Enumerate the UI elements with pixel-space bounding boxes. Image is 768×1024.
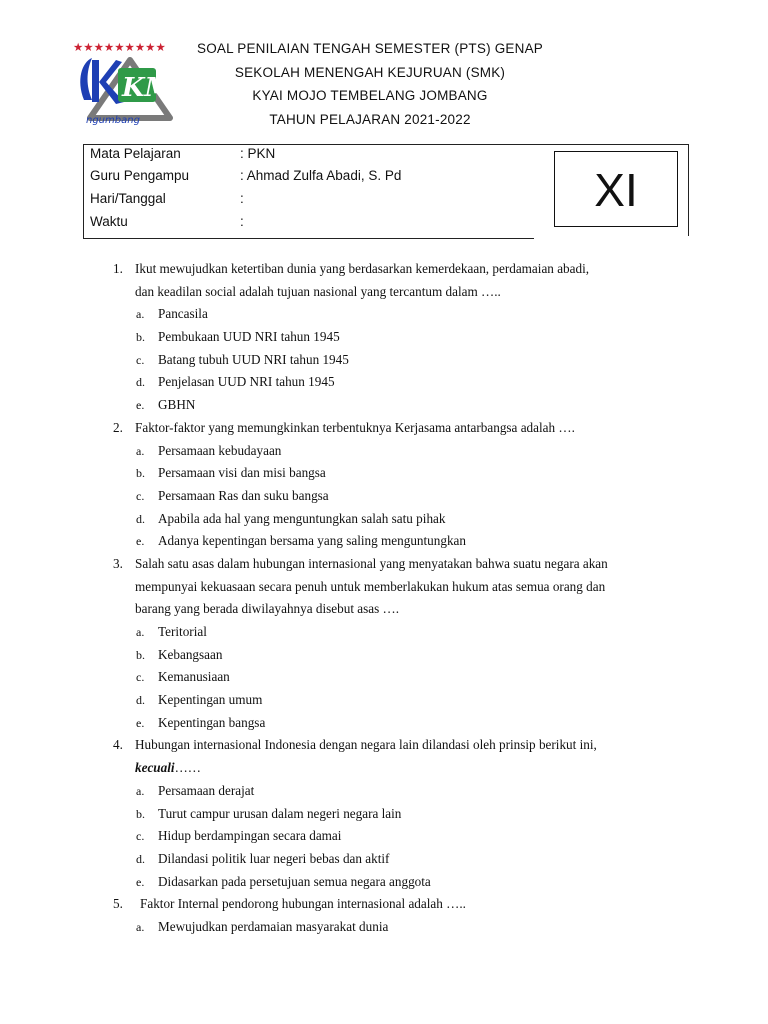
option	[0, 871, 768, 894]
option-text: Kebangsaan	[158, 646, 223, 662]
option	[0, 666, 768, 689]
question-number: 5.	[113, 896, 123, 912]
option	[0, 349, 768, 372]
question-text	[135, 757, 201, 780]
option	[0, 326, 768, 349]
info-label: Hari/Tanggal	[90, 191, 166, 206]
option-text: Kemanusiaan	[158, 669, 230, 685]
document-header	[170, 37, 570, 131]
option-text: Pancasila	[158, 306, 208, 322]
option	[0, 712, 768, 735]
option-text: Batang tubuh UUD NRI tahun 1945	[158, 351, 349, 367]
option-text: Dilandasi politik luar negeri bebas dan aktif	[158, 850, 390, 866]
option-label: b.	[136, 647, 145, 662]
option	[0, 394, 768, 417]
option	[0, 440, 768, 463]
question-1	[0, 258, 768, 281]
option-label: e.	[136, 398, 145, 413]
option-label: d.	[136, 375, 145, 390]
logo-letters: KM	[122, 73, 174, 103]
option	[0, 803, 768, 826]
option	[0, 644, 768, 667]
option-label: a.	[136, 307, 145, 322]
option-label: a.	[136, 783, 145, 798]
question-list	[0, 258, 768, 939]
option-label: c.	[136, 829, 145, 844]
info-label: Mata Pelajaran	[90, 146, 181, 161]
info-value: : Ahmad Zulfa Abadi, S. Pd	[240, 168, 402, 183]
option-text: Hidup berdampingan secara damai	[158, 828, 342, 844]
option	[0, 621, 768, 644]
header-school-name: KYAI MOJO TEMBELANG JOMBANG	[252, 88, 488, 103]
option-text: Pembukaan UUD NRI tahun 1945	[158, 329, 340, 345]
question-text: Salah satu asas dalam hubungan internasional yang menyatakan bahwa suatu negara akan	[135, 555, 608, 571]
option	[0, 530, 768, 553]
option	[0, 780, 768, 803]
question-5	[0, 893, 768, 916]
logo-caption: ngumbang	[86, 115, 140, 126]
option-label: e.	[136, 874, 145, 889]
question-text: Faktor-faktor yang memungkinkan terbentuknya Kerjasama antarbangsa adalah ….	[135, 419, 575, 435]
option-label: d.	[136, 693, 145, 708]
option-label: e.	[136, 534, 145, 549]
question-number: 4.	[113, 737, 123, 753]
question-text: Ikut mewujudkan ketertiban dunia yang berdasarkan kemerdekaan, perdamaian abadi,	[135, 261, 590, 276]
option-text: GBHN	[158, 397, 196, 413]
option	[0, 485, 768, 508]
option-text: Persamaan Ras dan suku bangsa	[158, 487, 329, 503]
option-label: c.	[136, 352, 145, 367]
option	[0, 462, 768, 485]
header-title: SOAL PENILAIAN TENGAH SEMESTER (PTS) GENAP	[197, 41, 543, 56]
option-text: Persamaan visi dan misi bangsa	[158, 465, 326, 481]
info-value: :	[240, 191, 244, 206]
logo-stars: ★★★★★★★★★	[73, 40, 166, 54]
option	[0, 825, 768, 848]
question-number: 3.	[113, 555, 123, 571]
option-label: b.	[136, 806, 145, 821]
option-label: a.	[136, 919, 145, 934]
question-text: Hubungan internasional Indonesia dengan negara lain dilandasi oleh prinsip berikut ini,	[135, 737, 597, 753]
option-text: Kepentingan bangsa	[158, 714, 266, 730]
option-label: d.	[136, 851, 145, 866]
header-year: TAHUN PELAJARAN 2021-2022	[269, 111, 471, 127]
option-label: d.	[136, 511, 145, 526]
option-label: b.	[136, 330, 145, 345]
question-4	[0, 734, 768, 757]
option	[0, 303, 768, 326]
emphasis-kecuali: kecuali	[135, 760, 175, 776]
info-value: :	[240, 214, 244, 229]
option	[0, 848, 768, 871]
option-text: Turut campur urusan dalam negeri negara lain	[158, 805, 402, 821]
option	[0, 689, 768, 712]
option-text: Kepentingan umum	[158, 692, 263, 708]
option-text: Penjelasan UUD NRI tahun 1945	[158, 374, 335, 390]
class-level-box: XI	[554, 151, 678, 227]
option-text: Adanya kepentingan bersama yang saling menguntungkan	[158, 533, 466, 549]
info-label: Waktu	[90, 214, 128, 229]
option-label: e.	[136, 715, 145, 730]
option-label: b.	[136, 466, 145, 481]
info-value: : PKN	[240, 146, 276, 161]
option-text: Persamaan kebudayaan	[158, 442, 282, 458]
option	[0, 371, 768, 394]
option-text: Didasarkan pada persetujuan semua negara anggota	[158, 873, 431, 889]
option	[0, 508, 768, 531]
question-3	[0, 553, 768, 576]
option-text: Mewujudkan perdamaian masyarakat dunia	[158, 918, 389, 934]
option-label: a.	[136, 443, 145, 458]
info-label: Guru Pengampu	[90, 168, 190, 183]
question-text: dan keadilan social adalah tujuan nasional yang tercantum dalam …..	[135, 283, 501, 299]
question-text: mempunyai kekuasaan secara penuh untuk memberlakukan hukum atas semua orang dan	[135, 578, 606, 594]
header-school-type: SEKOLAH MENENGAH KEJURUAN (SMK)	[234, 64, 506, 80]
question-2	[0, 417, 768, 440]
emphasis-ellipsis: ……	[174, 760, 201, 776]
option	[0, 916, 768, 939]
option-text: Persamaan derajat	[158, 782, 255, 798]
question-text: barang yang berada diwilayahnya disebut asas ….	[135, 601, 400, 617]
option-label: c.	[136, 488, 145, 503]
question-number: 1.	[113, 261, 123, 276]
option-text: Apabila ada hal yang menguntungkan salah satu pihak	[158, 510, 446, 526]
option-text: Teritorial	[158, 624, 207, 639]
option-label: a.	[136, 625, 145, 639]
option-label: c.	[136, 670, 145, 685]
question-text: Faktor Internal pendorong hubungan internasional adalah …..	[140, 896, 466, 912]
question-number: 2.	[113, 419, 123, 435]
